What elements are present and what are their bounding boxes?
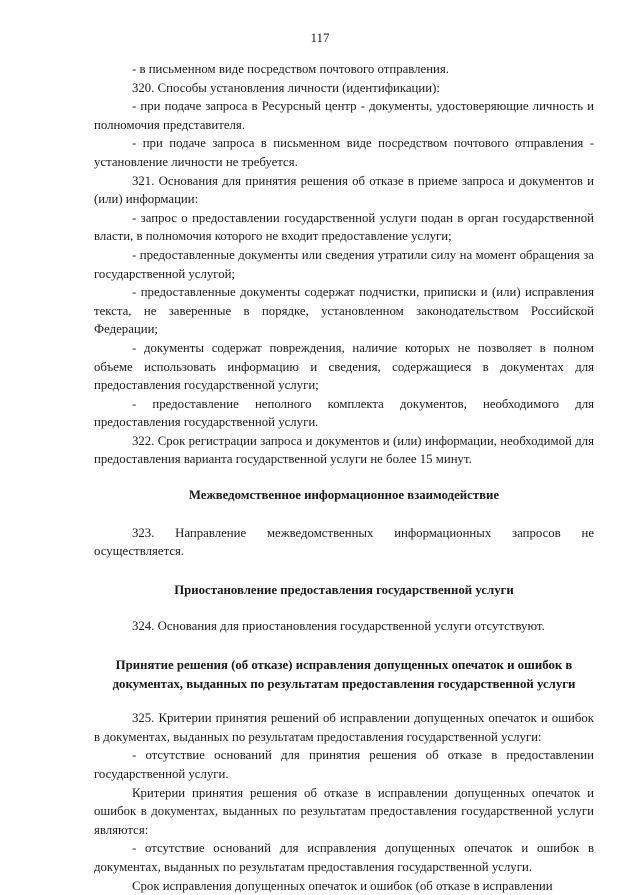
paragraph: - отсутствие оснований для исправления допущенных опечаток и ошибок в документах, выданных по результатам предоставления государственной услуги. — [94, 841, 594, 874]
page-number: 117 — [310, 30, 330, 45]
paragraph: - предоставленные документы или сведения утратили силу на момент обращения за государственной услугой; — [94, 247, 594, 281]
paragraph: 325. Критерии принятия решений об исправлении допущенных опечаток и ошибок в документах, выданных по результатам предоставления государственной услуги: — [94, 711, 594, 744]
paragraph: 322. Срок регистрации запроса и документов и (или) информации, необходимой для предоставления варианта государственной услуги не более 15 минут. — [94, 433, 594, 467]
section-heading: Приостановление предоставления государственной услуги — [174, 582, 514, 597]
paragraph: - при подаче запроса в Ресурсный центр - документы, удостоверяющие личность и полномочия представителя. — [94, 99, 594, 132]
paragraph: 320. Способы установления личности (идентификации): — [132, 80, 440, 95]
paragraph: - предоставленные документы содержат подчистки, приписки и (или) исправления текста, не заверенные в порядке, установленном законодательством Российской Федерации; — [94, 285, 594, 337]
document-body — [94, 60, 594, 895]
paragraph: 324. Основания для приостановления государственной услуги отсутствуют. — [132, 619, 545, 634]
paragraph: - при подаче запроса в письменном виде посредством почтового отправления - установление личности не требуется. — [94, 136, 594, 169]
section-heading-line: Принятие решения (об отказе) исправления допущенных опечаток и ошибок в — [115, 658, 573, 673]
paragraph: 323. Направление межведомственных информационных запросов не осуществляется. — [94, 525, 594, 559]
paragraph: Критерии принятия решения об отказе в исправлении допущенных опечаток и ошибок в документах, выданных по результатам предоставления государственной услуги являются: — [94, 785, 594, 837]
paragraph: - запрос о предоставлении государственной услуги подан в орган государственной власти, в полномочия которого не входит предоставление услуги; — [94, 210, 594, 244]
paragraph: - документы содержат повреждения, наличие которых не позволяет в полном объеме использовать информацию и сведения, содержащиеся в документах для предоставления государственной услуги; — [94, 340, 594, 393]
section-heading — [94, 656, 594, 693]
paragraph: - отсутствие оснований для принятия решения об отказе в предоставлении государственной услуги. — [94, 748, 594, 781]
section-heading: Межведомственное информационное взаимодействие — [188, 488, 500, 503]
paragraph: Срок исправления допущенных опечаток и ошибок (об отказе в исправлении — [132, 878, 553, 893]
paragraph: 321. Основания для принятия решения об отказе в приеме запроса и документов и (или) информации: — [94, 173, 594, 207]
section-heading-line: документах, выданных по результатам предоставления государственной услуги — [112, 676, 576, 691]
paragraph: - предоставление неполного комплекта документов, необходимого для предоставления государственной услуги. — [94, 396, 594, 430]
paragraph: - в письменном виде посредством почтового отправления. — [132, 62, 449, 76]
